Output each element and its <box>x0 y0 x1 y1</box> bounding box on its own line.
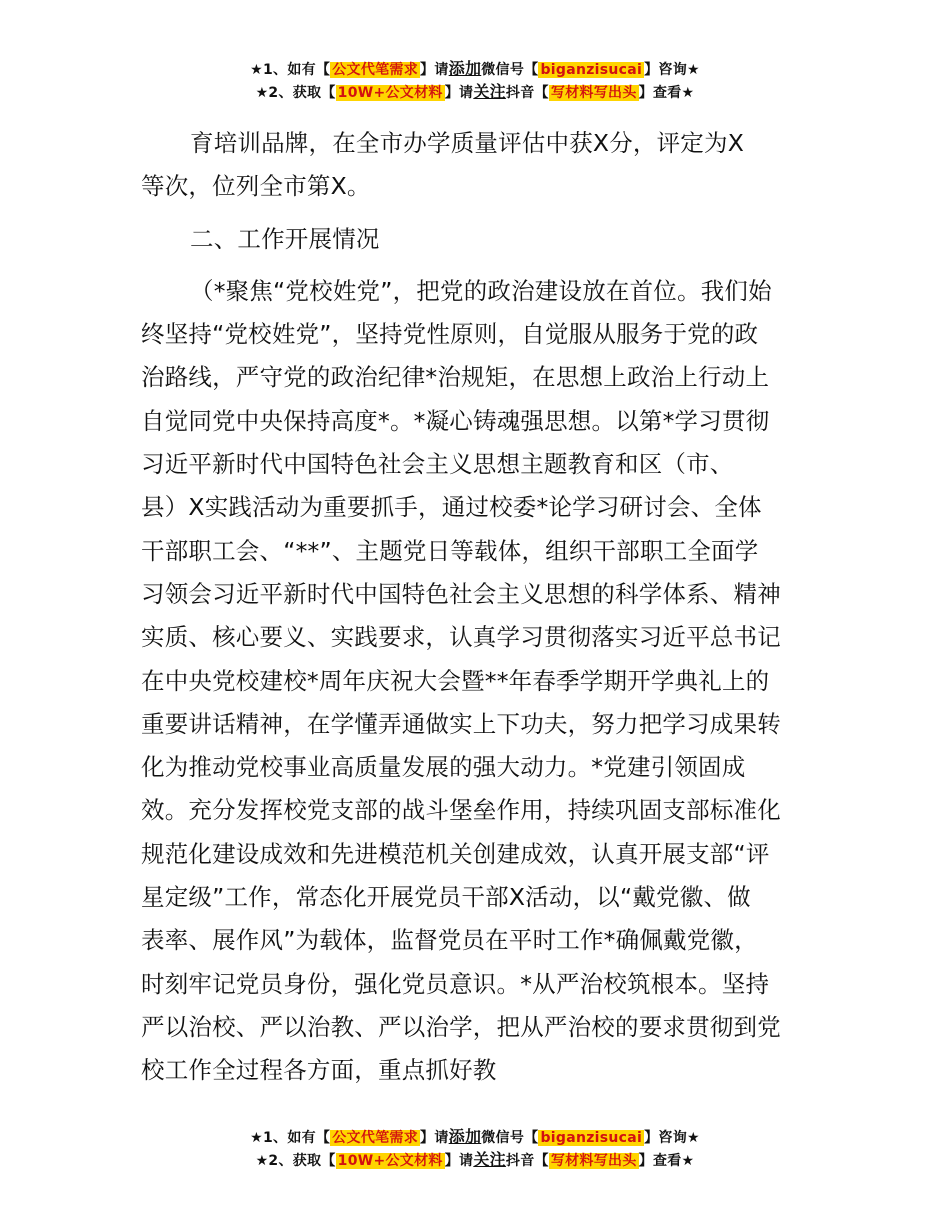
promo-text: 微信号【 <box>481 62 539 78</box>
body-line: 规范化建设成效和先进模范机关创建成效，认真开展支部“评 <box>141 839 770 868</box>
body-line: 化为推动党校事业高质量发展的强大动力。*党建引领固成 <box>141 753 746 782</box>
body-line: 县）X实践活动为重要抓手，通过校委*论学习研讨会、全体 <box>141 493 762 522</box>
body-line: 星定级”工作，常态化开展党员干部X活动，以“戴党徽、做 <box>141 883 751 912</box>
promo-text: ★2、获取【 <box>255 85 336 101</box>
body-line: 育培训品牌，在全市办学质量评估中获X分，评定为X <box>190 129 744 157</box>
promo-wechat-id: biganzisucai <box>540 62 643 78</box>
body-line: 等次，位列全市第X。 <box>141 172 371 201</box>
promo-wechat-id: biganzisucai <box>540 1130 643 1146</box>
promo-text: ★2、获取【 <box>255 1153 336 1169</box>
promo-text: 】请 <box>444 1153 474 1169</box>
promo-line-1 <box>0 58 950 81</box>
body-line: 严以治校、严以治教、严以治学，把从严治校的要求贯彻到党 <box>141 1012 781 1041</box>
header-promo-banner <box>0 58 950 104</box>
promo-highlight: 10W+公文材料 <box>337 1153 443 1169</box>
body-line: 校工作全过程各方面，重点抓好教 <box>141 1056 497 1085</box>
body-line: 习领会习近平新时代中国特色社会主义思想的科学体系、精神 <box>141 579 781 608</box>
promo-underline: 关注 <box>473 1150 506 1169</box>
promo-text: 抖音【 <box>505 85 549 101</box>
promo-text: 微信号【 <box>481 1130 539 1146</box>
promo-douyin-id: 写材料写出头 <box>550 1153 637 1169</box>
promo-line-1 <box>0 1126 950 1149</box>
promo-text: 】请 <box>420 62 449 78</box>
promo-underline: 添加 <box>448 59 482 78</box>
promo-text: 】查看★ <box>638 1153 695 1169</box>
promo-highlight: 10W+公文材料 <box>337 85 443 101</box>
body-line: 干部职工会、“**”、主题党日等载体，组织干部职工全面学 <box>141 536 759 565</box>
promo-line-2 <box>0 81 950 104</box>
body-line: 在中央党校建校*周年庆祝大会暨**年春季学期开学典礼上的 <box>141 666 770 695</box>
promo-text: ★1、如有【 <box>250 62 331 78</box>
body-line: 治路线，严守党的政治纪律*治规矩，在思想上政治上行动上 <box>141 363 770 392</box>
promo-text: 】请 <box>444 85 474 101</box>
body-line: 终坚持“党校姓党”，坚持党性原则，自觉服从服务于党的政 <box>141 320 759 349</box>
body-line: 时刻牢记党员身份，强化党员意识。*从严治校筑根本。坚持 <box>141 969 770 998</box>
section-heading: 二、工作开展情况 <box>190 224 380 253</box>
promo-text: 抖音【 <box>505 1153 549 1169</box>
promo-douyin-id: 写材料写出头 <box>550 85 637 101</box>
promo-underline: 添加 <box>448 1127 482 1146</box>
body-line: 重要讲话精神，在学懂弄通做实上下功夫，努力把学习成果转 <box>141 709 781 738</box>
promo-highlight: 公文代笔需求 <box>332 1130 419 1146</box>
body-line: 实质、核心要义、实践要求，认真学习贯彻落实习近平总书记 <box>141 623 781 652</box>
promo-highlight: 公文代笔需求 <box>332 62 419 78</box>
promo-text: 】咨询★ <box>644 62 700 78</box>
promo-text: 】查看★ <box>638 85 695 101</box>
body-line: （*聚焦“党校姓党”，把党的政治建设放在首位。我们始 <box>190 276 772 305</box>
promo-text: 】咨询★ <box>644 1130 700 1146</box>
body-line: 效。充分发挥校党支部的战斗堡垒作用，持续巩固支部标准化 <box>141 796 781 825</box>
document-body <box>141 122 813 1093</box>
promo-line-2 <box>0 1149 950 1172</box>
promo-underline: 关注 <box>473 82 506 101</box>
promo-text: 】请 <box>420 1130 449 1146</box>
body-line: 表率、展作风”为载体，监督党员在平时工作*确佩戴党徽， <box>141 926 758 955</box>
body-line: 习近平新时代中国特色社会主义思想主题教育和区（市、 <box>141 450 734 479</box>
body-line: 自觉同党中央保持高度*。*凝心铸魂强思想。以第*学习贯彻 <box>141 406 770 435</box>
footer-promo-banner <box>0 1126 950 1172</box>
promo-text: ★1、如有【 <box>250 1130 331 1146</box>
